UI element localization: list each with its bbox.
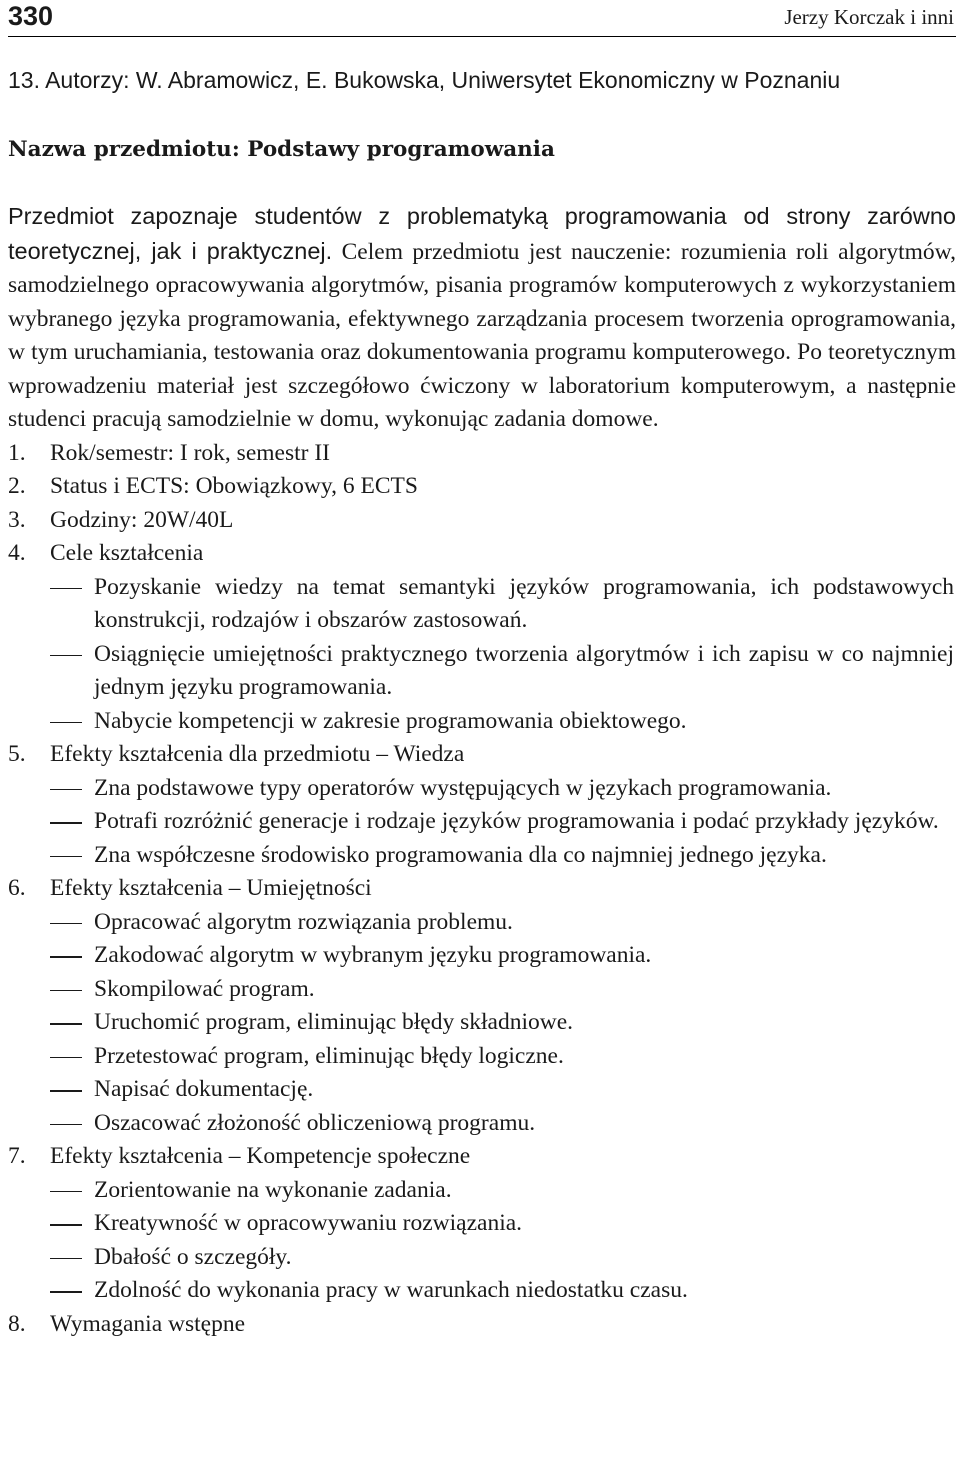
item-heading <box>8 537 956 571</box>
dash-list-text: Zdolność do wykonania pracy w warunkach niedostatku czasu. <box>94 1277 688 1303</box>
dash-list-text: Pozyskanie wiedzy na temat semantyki języków programowania, ich podstawowych konstrukcji, rodzajów i obszarów zastosowań. <box>94 573 954 633</box>
dash-bullet-icon <box>8 1174 94 1208</box>
list-item <box>8 437 956 471</box>
dash-list-item <box>8 939 956 973</box>
item-text: Wymagania wstępne <box>50 1310 245 1337</box>
dash-list-item <box>8 1207 956 1241</box>
dash-list-item <box>8 1174 956 1208</box>
dash-bullet-icon <box>8 1073 94 1107</box>
dash-list-item <box>8 1073 956 1107</box>
dash-bullet-icon <box>8 1274 94 1308</box>
dash-bullet-icon <box>8 1006 94 1040</box>
intro-part-1: Przedmiot zapoznaje studentów z problematyką programowania od strony zarówno teoretycznej, jak i praktycznej. <box>8 203 956 264</box>
item-text: Status i ECTS: Obowiązkowy, 6 ECTS <box>50 473 418 499</box>
dash-bullet-icon <box>8 1107 94 1141</box>
dash-list <box>8 772 956 873</box>
item-text: Efekty kształcenia – Kompetencje społeczne <box>50 1143 471 1169</box>
dash-list-item <box>8 1006 956 1040</box>
item-heading <box>8 1308 956 1342</box>
dash-list-text: Zakodować algorytm w wybranym języku programowania. <box>94 942 652 968</box>
dash-list <box>8 571 956 739</box>
running-head: Jerzy Korczak i inni <box>784 5 954 29</box>
page-content <box>8 64 956 1341</box>
course-items-list <box>8 437 956 1342</box>
dash-list-text: Opracować algorytm rozwiązania problemu. <box>94 908 513 935</box>
dash-list-item <box>8 1040 956 1074</box>
dash-list-text: Skompilować program. <box>94 975 315 1002</box>
dash-list-item <box>8 906 956 940</box>
item-number: 3. <box>8 506 26 533</box>
item-number: 5. <box>8 741 26 767</box>
dash-list <box>8 906 956 1141</box>
dash-bullet-icon <box>8 1241 94 1275</box>
dash-list-text: Zorientowanie na wykonanie zadania. <box>94 1176 452 1203</box>
page-header <box>8 0 956 37</box>
dash-bullet-icon <box>8 973 94 1007</box>
item-text: Efekty kształcenia – Umiejętności <box>50 875 372 901</box>
list-item <box>8 872 956 1140</box>
list-item <box>8 1308 956 1342</box>
item-heading <box>8 1140 956 1174</box>
dash-bullet-icon <box>8 1207 94 1241</box>
item-heading <box>8 470 956 504</box>
dash-list-item <box>8 705 956 739</box>
dash-bullet-icon <box>8 805 94 839</box>
dash-bullet-icon <box>8 1040 94 1074</box>
course-title: Nazwa przedmiotu: Podstawy programowania <box>8 137 555 162</box>
dash-list-item <box>8 638 956 705</box>
dash-bullet-icon <box>8 705 94 739</box>
dash-list-text: Uruchomić program, eliminując błędy składniowe. <box>94 1009 574 1035</box>
dash-list <box>8 1174 956 1308</box>
item-heading <box>8 738 956 772</box>
dash-list-item <box>8 839 956 873</box>
dash-list-item <box>8 805 956 839</box>
dash-list-text: Potrafi rozróżnić generacje i rodzaje języków programowania i podać przykłady języków. <box>94 808 939 834</box>
item-text: Godziny: 20W/40L <box>50 506 234 533</box>
dash-bullet-icon <box>8 571 94 638</box>
item-number: 1. <box>8 439 26 466</box>
list-item <box>8 738 956 872</box>
dash-list-text: Przetestować program, eliminując błędy logiczne. <box>94 1042 564 1069</box>
intro-part-2: Celem przedmiotu jest nauczenie: rozumienia roli algorytmów, samodzielnego opracowywania algorytmów, pisania programów komputerowych z wykorzystaniem wybranego języka programowania, efektywnego zarządzania procesem tworzenia oprogramowania, w tym uruchamiania, testowania oraz dokumentowania programu komputerowego. Po teoretycznym wprowadzeniu materiał jest szczegółowo ćwiczony w laboratorium komputerowym, a następnie studenci pracują samodzielnie w domu, wykonując zadania domowe. <box>8 238 956 432</box>
dash-list-text: Oszacować złożoność obliczeniową programu. <box>94 1109 536 1136</box>
item-text: Cele kształcenia <box>50 540 204 566</box>
dash-bullet-icon <box>8 939 94 973</box>
list-item <box>8 504 956 538</box>
list-item <box>8 470 956 504</box>
dash-list-item <box>8 1107 956 1141</box>
dash-bullet-icon <box>8 906 94 940</box>
list-item <box>8 1140 956 1308</box>
item-text: Efekty kształcenia dla przedmiotu – Wiedza <box>50 741 465 767</box>
item-heading <box>8 504 956 538</box>
item-number: 7. <box>8 1143 26 1169</box>
dash-list-item <box>8 1241 956 1275</box>
intro-paragraph <box>8 200 956 437</box>
dash-bullet-icon <box>8 772 94 806</box>
item-heading <box>8 437 956 471</box>
item-number: 2. <box>8 473 26 499</box>
item-heading <box>8 872 956 906</box>
dash-list-item <box>8 1274 956 1308</box>
dash-list-text: Nabycie kompetencji w zakresie programowania obiektowego. <box>94 707 687 734</box>
item-text: Rok/semestr: I rok, semestr II <box>50 439 330 466</box>
dash-list-text: Kreatywność w opracowywaniu rozwiązania. <box>94 1210 523 1236</box>
dash-list-text: Osiągnięcie umiejętności praktycznego tworzenia algorytmów i ich zapisu w co najmniej jednym języku programowania. <box>94 640 954 700</box>
dash-list-text: Napisać dokumentację. <box>94 1076 314 1102</box>
dash-list-text: Zna współczesne środowisko programowania dla co najmniej jednego języka. <box>94 841 827 868</box>
dash-list-item <box>8 973 956 1007</box>
dash-bullet-icon <box>8 638 94 705</box>
dash-bullet-icon <box>8 839 94 873</box>
item-number: 6. <box>8 875 26 901</box>
dash-list-item <box>8 571 956 638</box>
list-item <box>8 537 956 738</box>
item-number: 4. <box>8 540 26 566</box>
dash-list-item <box>8 772 956 806</box>
dash-list-text: Zna podstawowe typy operatorów występujących w językach programowania. <box>94 774 832 801</box>
page-number: 330 <box>8 1 54 31</box>
authors-line: 13. Autorzy: W. Abramowicz, E. Bukowska, Uniwersytet Ekonomiczny w Poznaniu <box>8 67 841 93</box>
dash-list-text: Dbałość o szczegóły. <box>94 1243 292 1270</box>
item-number: 8. <box>8 1310 26 1337</box>
